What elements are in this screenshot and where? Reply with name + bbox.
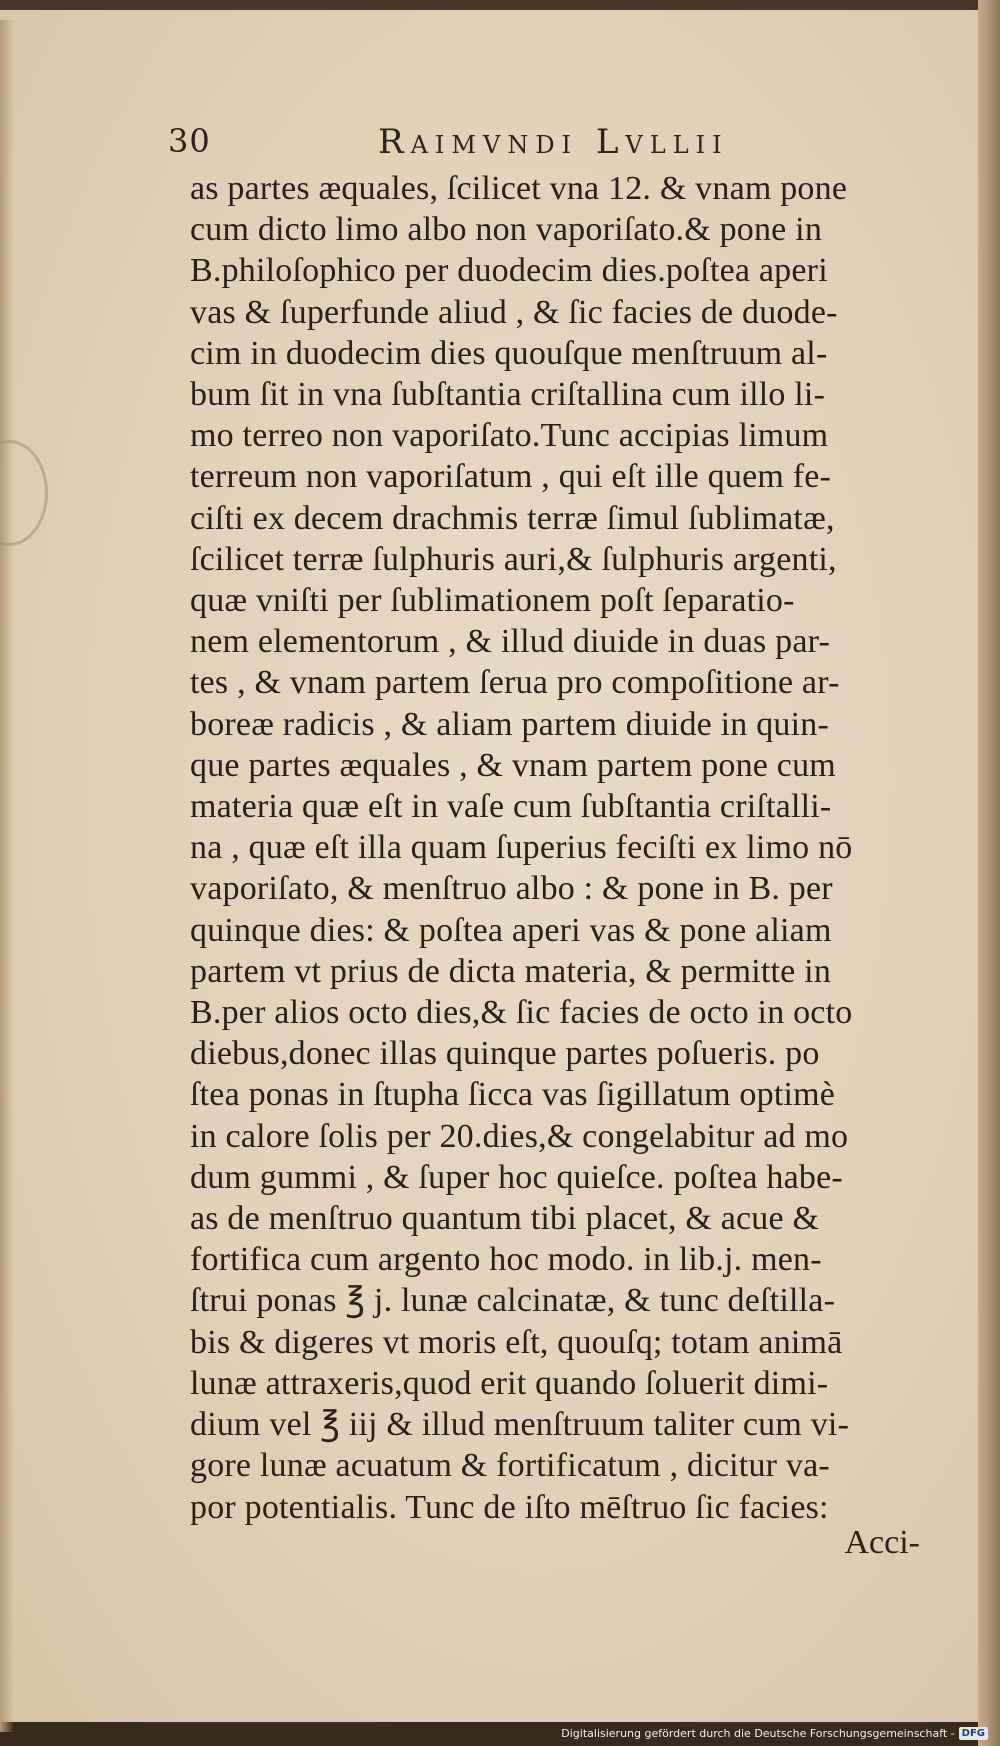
text-line: partem vt prius de dicta materia, & permitte in: [190, 952, 832, 990]
text-line: terreum non vaporiſatum , qui eſt ille quem fe-: [190, 458, 832, 496]
text-line: tes , & vnam partem ſerua pro compoſitione ar-: [190, 664, 840, 702]
text-line: por potentialis. Tunc de iſto mēſtruo ſic facies:: [190, 1488, 829, 1526]
text-line: boreæ radicis , & aliam partem diuide in quin-: [190, 705, 829, 743]
text-line: ſcilicet terræ ſulphuris auri,& ſulphuris argenti,: [190, 540, 837, 578]
text-line: que partes æquales , & vnam partem pone cum: [190, 746, 836, 784]
text-line: quinque dies: & poſtea aperi vas & pone aliam: [190, 911, 832, 949]
text-line: fortifica cum argento hoc modo. in lib.j. men-: [190, 1241, 822, 1279]
text-line: nem elementorum , & illud diuide in duas par-: [190, 623, 831, 661]
text-line: cum dicto limo albo non vaporiſato.& pone in: [190, 211, 823, 249]
text-line: bum ſit in vna ſubſtantia criſtallina cum illo li-: [190, 376, 826, 414]
dfg-logo-icon: DFG: [959, 1727, 988, 1740]
digitization-credit: [561, 1727, 988, 1740]
running-head: Raimvndi Lvllii: [378, 122, 729, 162]
text-line: quæ vniſti per ſublimationem poſt ſeparatio-: [190, 582, 795, 620]
text-line: in calore ſolis per 20.dies,& congelabitur ad mo: [190, 1117, 849, 1155]
body-text: [190, 168, 940, 1528]
gutter-shadow: [0, 20, 14, 1732]
text-line: diebus,donec illas quinque partes poſueris. po: [190, 1035, 820, 1073]
catchword: Acci-: [844, 1524, 920, 1561]
text-line: dium vel ℥ iij & illud menſtruum taliter cum vi-: [190, 1406, 850, 1444]
text-line: vaporiſato, & menſtruo albo : & pone in B. per: [190, 870, 833, 908]
text-line: B.philoſophico per duodecim dies.poſtea aperi: [190, 252, 828, 290]
text-line: materia quæ eſt in vaſe cum ſubſtantia criſtalli-: [190, 788, 832, 826]
text-line: ciſti ex decem drachmis terræ ſimul ſublimatæ,: [190, 499, 835, 537]
text-line: vas & ſuperfunde aliud , & ſic facies de duode-: [190, 293, 838, 331]
folio-number: 30: [168, 122, 211, 160]
text-line: as partes æquales, ſcilicet vna 12. & vnam pone: [190, 170, 848, 207]
text-line: dum gummi , & ſuper hoc quieſce. poſtea habe-: [190, 1158, 843, 1196]
page-edge: [978, 0, 1000, 1746]
text-line: gore lunæ acuatum & fortificatum , dicitur va-: [190, 1447, 830, 1485]
text-line: lunæ attraxeris,quod erit quando ſoluerit dimi-: [190, 1364, 829, 1402]
clasp-impression: [0, 440, 48, 546]
text-line: ſtea ponas in ſtupha ſicca vas ſigillatum optimè: [190, 1076, 836, 1114]
text-line: B.per alios octo dies,& ſic facies de octo in octo: [190, 994, 853, 1032]
credit-text: Digitalisierung gefördert durch die Deutsche Forschungsgemeinschaft -: [561, 1727, 955, 1740]
text-line: as de menſtruo quantum tibi placet, & acue &: [190, 1200, 820, 1238]
text-line: mo terreo non vaporiſato.Tunc accipias limum: [190, 417, 829, 455]
text-line: ſtrui ponas ℥ j. lunæ calcinatæ, & tunc deſtilla-: [190, 1282, 836, 1320]
text-line: cim in duodecim dies quouſque menſtruum al-: [190, 334, 828, 372]
text-line: bis & digeres vt moris eſt, quouſq; totam animā: [190, 1323, 843, 1361]
text-line: na , quæ eſt illa quam ſuperius feciſti ex limo nō: [190, 829, 853, 867]
page-header: [168, 122, 808, 168]
